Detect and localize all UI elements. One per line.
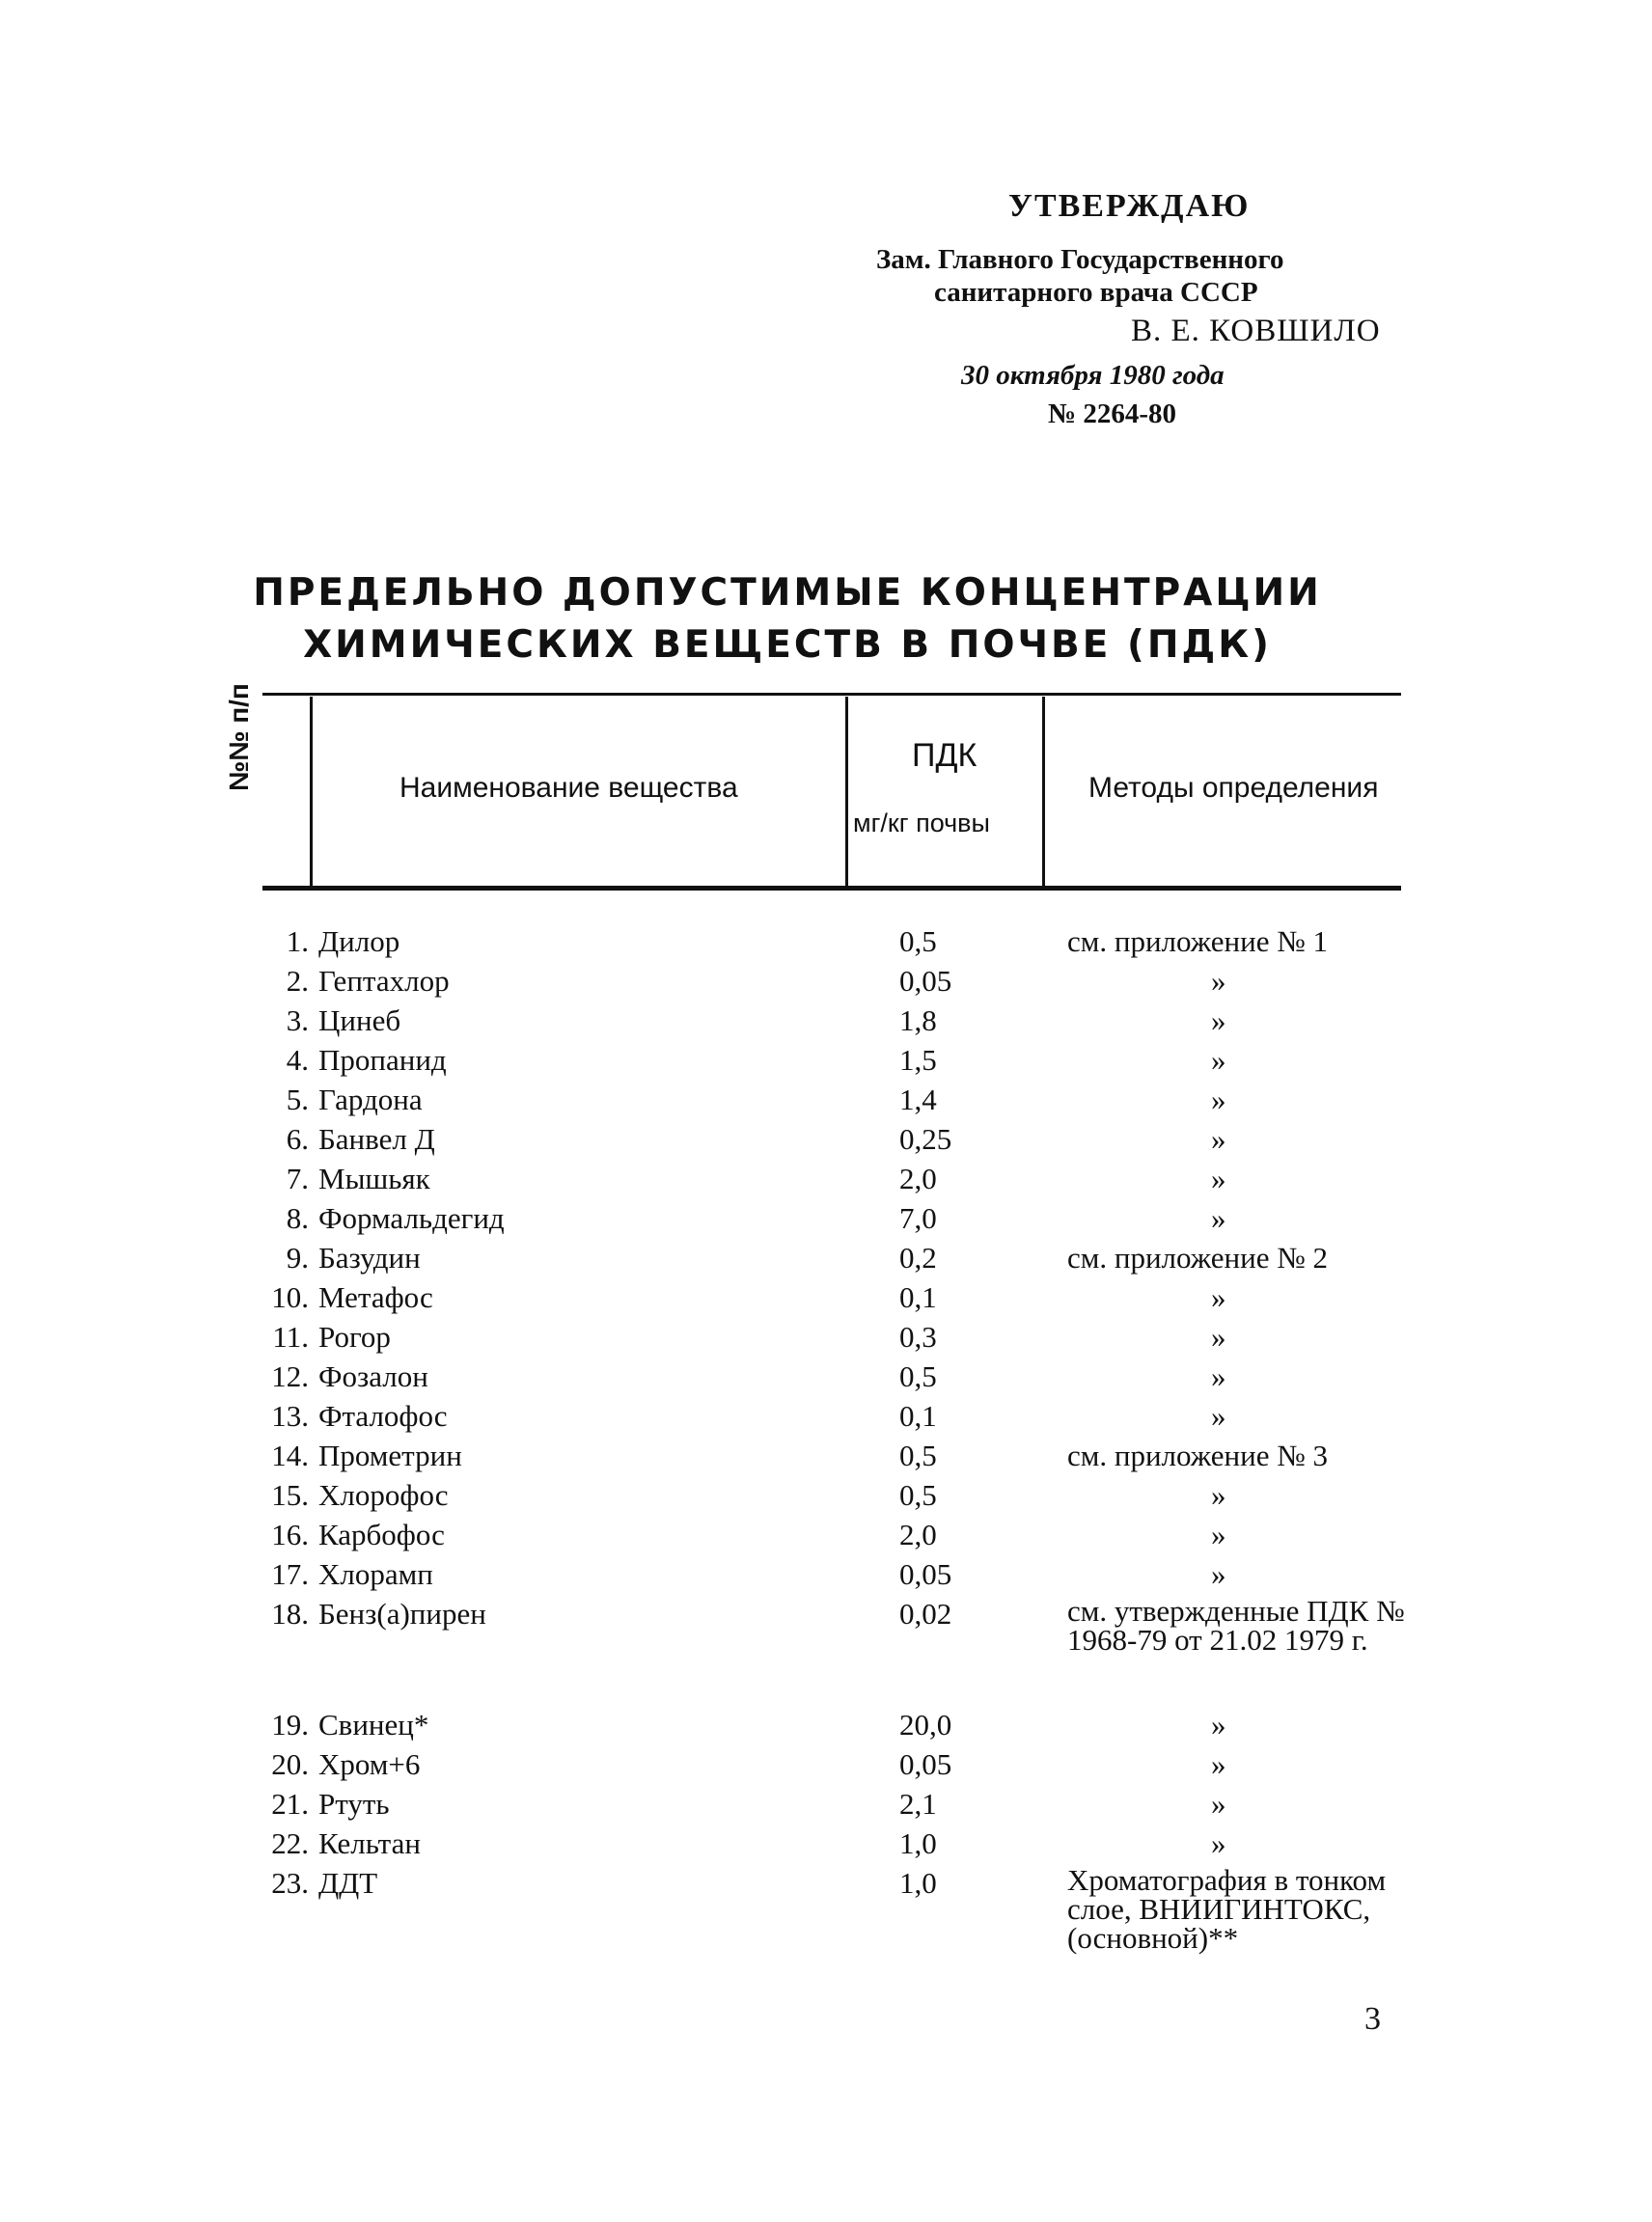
substance-name: Базудин [318,1241,421,1275]
pdk-value: 0,2 [899,1241,937,1275]
row-number: 23. [271,1866,309,1900]
pdk-value: 0,5 [899,1359,937,1393]
substance-name: Хлорофос [318,1478,449,1512]
row-number: 10. [271,1280,309,1314]
method: » [1211,1399,1226,1433]
method: » [1211,964,1226,998]
substance-name: Гардона [318,1083,423,1116]
table-row [0,1747,1652,1787]
method: » [1211,1083,1226,1116]
substance-name: Мышьяк [318,1162,430,1195]
column-divider [1042,697,1045,886]
row-number: 13. [271,1399,309,1433]
pdk-value: 1,8 [899,1003,937,1037]
substance-name: Фталофос [318,1399,448,1433]
substance-name: Банвел Д [318,1122,435,1156]
table-row [0,1043,1652,1083]
substance-name: Кельтан [318,1826,421,1860]
method: см. приложение № 1 [1067,924,1329,958]
row-number: 1. [286,924,309,958]
method: » [1211,1787,1226,1821]
method: » [1211,1280,1226,1314]
pdk-value: 0,1 [899,1280,937,1314]
table-row [0,1557,1652,1597]
method: » [1211,1518,1226,1551]
table-row [0,1863,1652,1955]
approval-heading: УТВЕРЖДАЮ [1008,188,1251,224]
pdk-value: 0,05 [899,964,952,998]
approval-signatory: В. Е. КОВШИЛО [1131,314,1381,348]
table-row [0,1122,1652,1162]
header-number: №№ п/п [224,683,254,791]
table-row [0,1201,1652,1241]
table-row [0,1359,1652,1399]
pdk-value: 1,4 [899,1083,937,1116]
substance-name: Хлорамп [318,1557,433,1591]
approval-position-line1: Зам. Главного Государственного [876,244,1284,275]
substance-name: Цинеб [318,1003,401,1037]
method: » [1211,1826,1226,1860]
pdk-value: 0,02 [899,1597,952,1631]
method: » [1211,1708,1226,1742]
column-divider [310,697,313,886]
pdk-value: 0,5 [899,924,937,958]
method: » [1211,1201,1226,1235]
table-row [0,924,1652,964]
substance-name: Фозалон [318,1359,428,1393]
pdk-value: 0,3 [899,1320,937,1354]
pdk-value: 7,0 [899,1201,937,1235]
table-top-rule [262,693,1401,696]
row-number: 7. [286,1162,309,1195]
row-number: 8. [286,1201,309,1235]
pdk-value: 2,1 [899,1787,937,1821]
row-number: 12. [271,1359,309,1393]
method: см. утвержденные ПДК № 1968-79 от 21.02 1979 г. [1067,1594,1405,1657]
method: см. приложение № 3 [1067,1439,1329,1472]
column-divider [845,697,848,886]
row-number: 18. [271,1597,309,1631]
method: » [1211,1162,1226,1195]
method: » [1211,1747,1226,1781]
pdk-value: 0,05 [899,1557,952,1591]
substance-name: Гептахлор [318,964,450,998]
row-number: 15. [271,1478,309,1512]
pdk-value: 0,05 [899,1747,952,1781]
row-number: 17. [271,1557,309,1591]
row-number: 14. [271,1439,309,1472]
pdk-value: 0,5 [899,1478,937,1512]
method: » [1211,1478,1226,1512]
row-number: 11. [272,1320,309,1354]
pdk-value: 0,25 [899,1122,952,1156]
table-row [0,964,1652,1003]
substance-name: ДДТ [318,1866,378,1900]
row-number: 3. [286,1003,309,1037]
approval-number: № 2264-80 [1048,398,1177,429]
pdk-value: 0,5 [899,1439,937,1472]
table-row [0,1241,1652,1280]
method: Хроматография в тонком слое, ВНИИГИНТОКС, (основной)** [1067,1863,1387,1955]
table-row [0,1826,1652,1866]
row-number: 20. [271,1747,309,1781]
table-row [0,1003,1652,1043]
header-substance-name: Наименование вещества [399,772,738,804]
row-number: 22. [271,1826,309,1860]
row-number: 6. [286,1122,309,1156]
table-row [0,1594,1652,1657]
substance-name: Формальдегид [318,1201,505,1235]
pdk-value: 20,0 [899,1708,952,1742]
method: » [1211,1122,1226,1156]
table-row [0,1708,1652,1747]
substance-name: Бенз(а)пирен [318,1597,486,1631]
row-number: 9. [286,1241,309,1275]
substance-name: Свинец* [318,1708,429,1742]
document-title-line2: ХИМИЧЕСКИХ ВЕЩЕСТВ В ПОЧВЕ (ПДК) [303,623,1272,667]
method: » [1211,1359,1226,1393]
substance-name: Пропанид [318,1043,447,1077]
pdk-value: 1,5 [899,1043,937,1077]
substance-name: Прометрин [318,1439,462,1472]
row-number: 21. [271,1787,309,1821]
table-row [0,1518,1652,1557]
substance-name: Ртуть [318,1787,390,1821]
row-number: 5. [286,1083,309,1116]
approval-date: 30 октября 1980 года [961,360,1225,391]
pdk-value: 2,0 [899,1162,937,1195]
substance-name: Хром+6 [318,1747,421,1781]
table-row [0,1478,1652,1518]
pdk-value: 2,0 [899,1518,937,1551]
method: » [1211,1003,1226,1037]
approval-position-line2: санитарного врача СССР [934,277,1258,308]
method: » [1211,1557,1226,1591]
method: см. приложение № 2 [1067,1241,1329,1275]
header-pdk: ПДК [912,737,977,774]
table-row [0,1280,1652,1320]
pdk-value: 1,0 [899,1826,937,1860]
header-method: Методы определения [1088,772,1379,804]
substance-name: Рогор [318,1320,391,1354]
table-row [0,1787,1652,1826]
substance-name: Карбофос [318,1518,445,1551]
document-title-line1: ПРЕДЕЛЬНО ДОПУСТИМЫЕ КОНЦЕНТРАЦИИ [253,571,1322,615]
table-row [0,1399,1652,1439]
row-number: 2. [286,964,309,998]
table-row [0,1320,1652,1359]
pdk-value: 1,0 [899,1866,937,1900]
table-row [0,1083,1652,1122]
substance-name: Метафос [318,1280,433,1314]
row-number: 16. [271,1518,309,1551]
row-number: 4. [286,1043,309,1077]
substance-name: Дилор [318,924,400,958]
page-number: 3 [1364,2001,1381,2037]
table-row [0,1439,1652,1478]
table-row [0,1162,1652,1201]
method: » [1211,1320,1226,1354]
method: » [1211,1043,1226,1077]
pdk-value: 0,1 [899,1399,937,1433]
row-number: 19. [271,1708,309,1742]
table-header-bottom-rule [262,886,1401,891]
header-pdk-unit: мг/кг почвы [853,809,990,837]
